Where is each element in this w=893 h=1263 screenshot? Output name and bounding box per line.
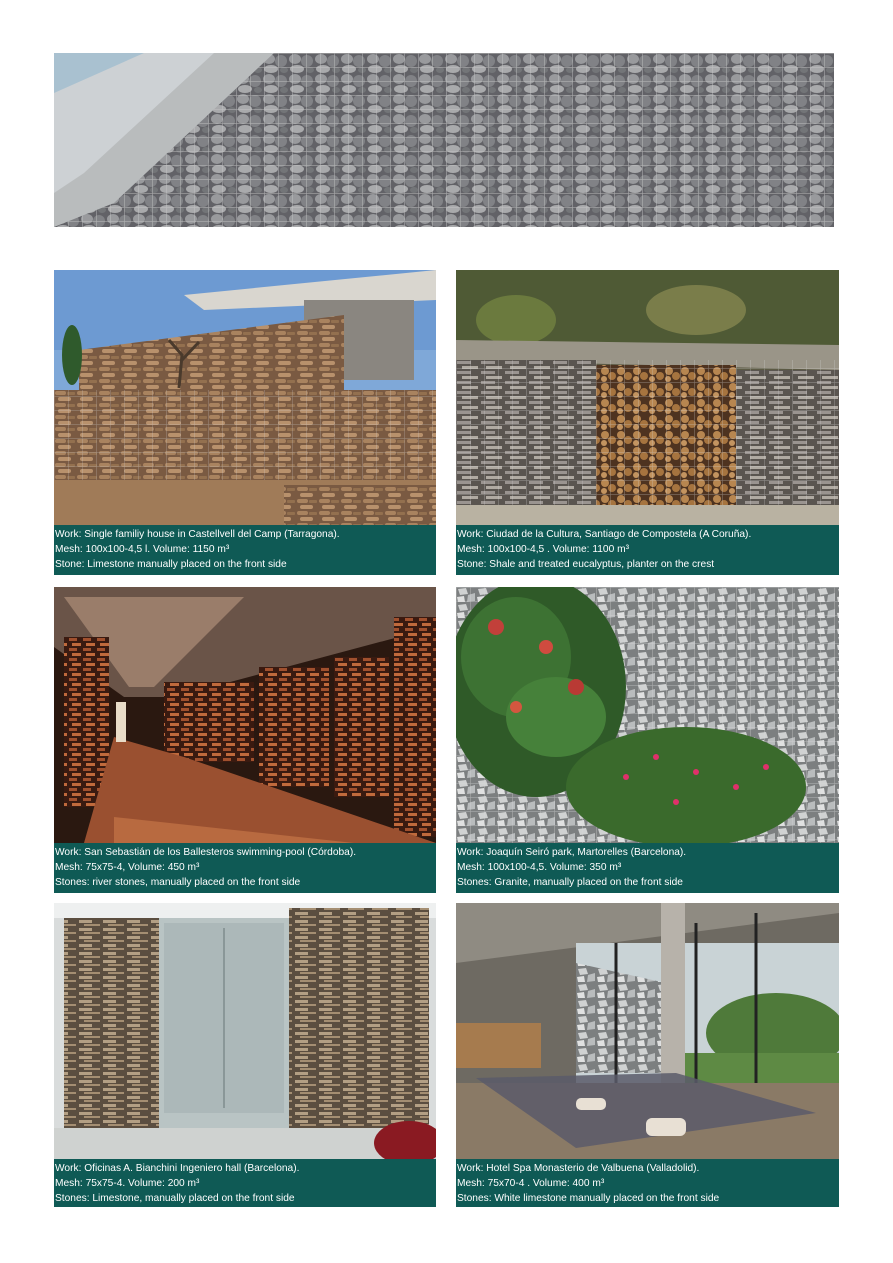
project-caption-san-sebastian-pool (54, 843, 436, 893)
caption-work: Work: Joaquín Seiró park, Martorelles (Barcelona). (457, 847, 687, 858)
caption-stone: Stone: Shale and treated eucalyptus, planter on the crest (457, 559, 715, 570)
caption-mesh: Mesh: 100x100-4,5 . Volume: 1100 m³ (457, 544, 629, 555)
caption-work: Work: Single familiy house in Castellvell del Camp (Tarragona). (55, 529, 340, 540)
caption-stone: Stones: White limestone manually placed on the front side (457, 1193, 720, 1204)
caption-work: Work: Ciudad de la Cultura, Santiago de Compostela (A Coruña). (457, 529, 752, 540)
caption-mesh: Mesh: 75x75-4, Volume: 450 m³ (55, 862, 200, 873)
project-photo-castellvell (54, 270, 436, 525)
project-caption-castellvell (54, 525, 436, 575)
project-photo-ciudad-cultura (456, 270, 839, 525)
caption-stone: Stones: Granite, manually placed on the front side (457, 877, 683, 888)
caption-stone: Stones: Limestone, manually placed on the front side (55, 1193, 295, 1204)
banner-gabion-wall-photo (54, 53, 834, 227)
caption-work: Work: San Sebastián de los Ballesteros swimming-pool (Córdoba). (55, 847, 357, 858)
project-caption-hotel-spa-valbuena (456, 1159, 839, 1207)
caption-work: Work: Oficinas A. Bianchini Ingeniero hall (Barcelona). (55, 1163, 300, 1174)
caption-work: Work: Hotel Spa Monasterio de Valbuena (Valladolid). (457, 1163, 700, 1174)
caption-stone: Stone: Limestone manually placed on the front side (55, 559, 287, 570)
caption-mesh: Mesh: 100x100-4,5. Volume: 350 m³ (457, 862, 622, 873)
caption-mesh: Mesh: 100x100-4,5 l. Volume: 1150 m³ (55, 544, 230, 555)
project-caption-bianchini-hall (54, 1159, 436, 1207)
caption-mesh: Mesh: 75x75-4. Volume: 200 m³ (55, 1178, 200, 1189)
project-photo-hotel-spa-valbuena (456, 903, 839, 1159)
project-photo-joaquin-seiro-park (456, 587, 839, 843)
project-photo-bianchini-hall (54, 903, 436, 1159)
project-photo-san-sebastian-pool (54, 587, 436, 843)
project-caption-ciudad-cultura (456, 525, 839, 575)
caption-stone: Stones: river stones, manually placed on the front side (55, 877, 301, 888)
project-caption-joaquin-seiro-park (456, 843, 839, 893)
caption-mesh: Mesh: 75x70-4 . Volume: 400 m³ (457, 1178, 605, 1189)
